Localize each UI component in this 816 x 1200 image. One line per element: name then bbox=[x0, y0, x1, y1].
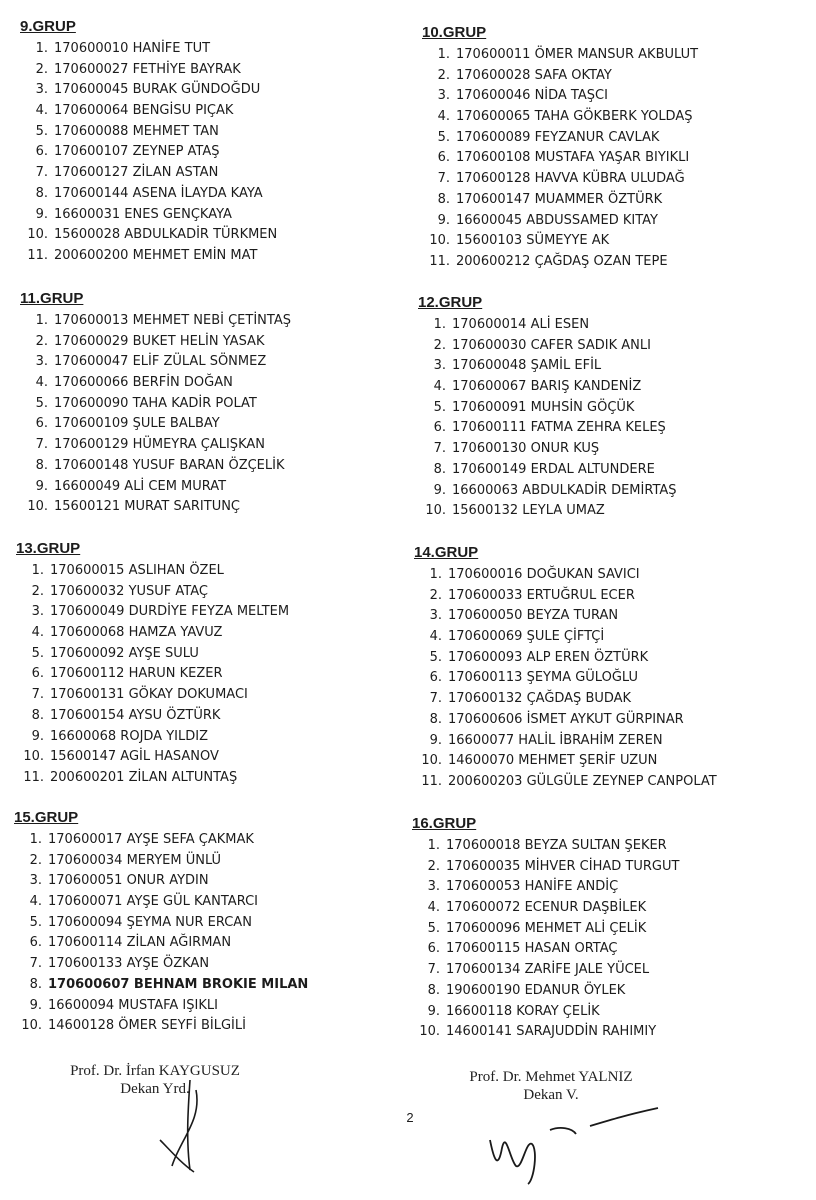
student-list bbox=[14, 830, 308, 1037]
list-item bbox=[20, 184, 277, 205]
student-entry: 190600190 EDANUR ÖYLEK bbox=[446, 982, 626, 998]
student-entry: 170600129 HÜMEYRA ÇALIŞKAN bbox=[54, 437, 265, 453]
item-number: 4. bbox=[35, 103, 48, 119]
item-number: 4. bbox=[29, 894, 42, 910]
list-item bbox=[418, 439, 677, 460]
list-item bbox=[14, 933, 308, 954]
group-16 bbox=[412, 814, 679, 1043]
student-entry: 170600114 ZİLAN AĞIRMAN bbox=[48, 935, 232, 951]
item-number: 1. bbox=[35, 41, 48, 56]
list-item bbox=[16, 768, 289, 789]
student-list bbox=[414, 565, 717, 793]
list-item bbox=[20, 163, 277, 184]
list-item bbox=[412, 960, 679, 981]
student-entry: 170600013 MEHMET NEBİ ÇETİNTAŞ bbox=[54, 313, 291, 328]
list-item bbox=[422, 211, 698, 232]
student-entry: 170600068 HAMZA YAVUZ bbox=[50, 625, 223, 641]
list-item bbox=[14, 892, 308, 913]
item-number: 3. bbox=[429, 608, 442, 624]
item-number: 1. bbox=[29, 832, 42, 847]
item-number: 8. bbox=[433, 461, 446, 477]
item-number: 2. bbox=[31, 583, 44, 599]
list-item bbox=[16, 561, 289, 582]
list-item bbox=[412, 919, 679, 940]
list-item bbox=[414, 606, 717, 627]
student-entry: 170600064 BENGİSU PIÇAK bbox=[54, 103, 234, 119]
item-number: 9. bbox=[429, 732, 442, 748]
list-item bbox=[414, 772, 717, 793]
group-12 bbox=[418, 293, 677, 522]
list-item bbox=[414, 648, 717, 669]
list-item bbox=[20, 142, 277, 163]
list-item bbox=[414, 565, 717, 586]
item-number: 3. bbox=[31, 604, 44, 620]
item-number: 10. bbox=[421, 753, 442, 769]
student-entry: 170600066 BERFİN DOĞAN bbox=[54, 375, 233, 391]
list-item bbox=[412, 877, 679, 898]
student-entry: 200600201 ZİLAN ALTUNTAŞ bbox=[50, 769, 238, 785]
student-entry: 16600118 KORAY ÇELİK bbox=[446, 1003, 600, 1019]
item-number: 7. bbox=[429, 691, 442, 707]
student-entry: 16600045 ABDUSSAMED KITAY bbox=[456, 212, 658, 228]
list-item bbox=[418, 356, 677, 377]
item-number: 2. bbox=[35, 333, 48, 349]
list-item bbox=[422, 86, 698, 107]
page-number: 2 bbox=[406, 1110, 414, 1125]
student-entry: 170600090 TAHA KADİR POLAT bbox=[54, 395, 257, 411]
list-item bbox=[412, 857, 679, 878]
student-entry: 170600032 YUSUF ATAÇ bbox=[50, 583, 208, 599]
item-number: 5. bbox=[31, 645, 44, 661]
student-entry: 170600148 YUSUF BARAN ÖZÇELİK bbox=[54, 457, 285, 473]
item-number: 9. bbox=[35, 206, 48, 222]
student-entry: 170600016 DOĞUKAN SAVICI bbox=[448, 567, 640, 582]
item-number: 10. bbox=[429, 233, 450, 249]
student-entry: 170600109 ŞULE BALBAY bbox=[54, 416, 220, 432]
student-entry: 170600014 ALİ ESEN bbox=[452, 317, 590, 332]
item-number: 3. bbox=[35, 82, 48, 98]
student-entry: 170600067 BARIŞ KANDENİZ bbox=[452, 379, 642, 395]
item-number: 3. bbox=[433, 358, 446, 374]
student-entry: 170600069 ŞULE ÇİFTÇİ bbox=[448, 629, 605, 645]
list-item bbox=[412, 836, 679, 857]
item-number: 4. bbox=[35, 375, 48, 391]
group-title: 9.GRUP bbox=[20, 18, 76, 35]
list-item bbox=[418, 377, 677, 398]
list-item bbox=[16, 602, 289, 623]
item-number: 2. bbox=[437, 67, 450, 83]
signatory-title: Dekan Yrd. bbox=[120, 1081, 190, 1097]
item-number: 1. bbox=[433, 317, 446, 332]
student-entry: 170600027 FETHİYE BAYRAK bbox=[54, 61, 241, 77]
student-entry: 170600046 NİDA TAŞCI bbox=[456, 88, 608, 104]
list-item bbox=[20, 225, 277, 246]
signature-right-scribble bbox=[480, 1100, 680, 1190]
student-entry: 170600049 DURDİYE FEYZA MELTEM bbox=[50, 604, 290, 620]
student-entry: 16600049 ALİ CEM MURAT bbox=[54, 478, 227, 494]
list-item bbox=[418, 460, 677, 481]
signature-left-scribble bbox=[150, 1070, 230, 1180]
student-entry: 170600035 MİHVER CİHAD TURGUT bbox=[446, 858, 680, 874]
list-item bbox=[418, 501, 677, 522]
item-number: 7. bbox=[35, 165, 48, 181]
item-number: 5. bbox=[429, 649, 442, 665]
item-number: 7. bbox=[31, 687, 44, 703]
student-entry: 170600131 GÖKAY DOKUMACI bbox=[50, 687, 248, 703]
list-item bbox=[422, 190, 698, 211]
list-item bbox=[422, 148, 698, 169]
group-title: 14.GRUP bbox=[414, 544, 479, 561]
list-item bbox=[16, 747, 289, 768]
list-item bbox=[412, 981, 679, 1002]
item-number: 9. bbox=[31, 728, 44, 744]
list-item bbox=[14, 871, 308, 892]
list-item bbox=[20, 435, 291, 456]
item-number: 5. bbox=[35, 123, 48, 139]
list-item bbox=[422, 45, 698, 66]
item-number: 10. bbox=[27, 499, 48, 515]
list-item bbox=[20, 352, 291, 373]
group-title: 10.GRUP bbox=[422, 24, 487, 41]
student-entry: 15600132 LEYLA UMAZ bbox=[452, 503, 605, 519]
item-number: 1. bbox=[437, 47, 450, 62]
list-item bbox=[414, 668, 717, 689]
group-title: 13.GRUP bbox=[16, 540, 81, 557]
list-item bbox=[16, 582, 289, 603]
student-entry: 170600034 MERYEM ÜNLÜ bbox=[48, 852, 222, 868]
item-number: 2. bbox=[35, 61, 48, 77]
item-number: 7. bbox=[29, 956, 42, 972]
list-item bbox=[414, 710, 717, 731]
student-entry: 170600607 BEHNAM BROKIE MILAN bbox=[48, 976, 309, 992]
student-list bbox=[418, 315, 677, 522]
student-list bbox=[20, 39, 277, 267]
list-item bbox=[16, 623, 289, 644]
list-item bbox=[412, 1002, 679, 1023]
list-item bbox=[412, 939, 679, 960]
item-number: 10. bbox=[27, 227, 48, 243]
student-entry: 200600200 MEHMET EMİN MAT bbox=[54, 247, 258, 263]
student-entry: 170600010 HANİFE TUT bbox=[54, 41, 211, 56]
item-number: 8. bbox=[29, 976, 42, 992]
student-entry: 170600094 ŞEYMA NUR ERCAN bbox=[48, 914, 252, 930]
signatory-name: Prof. Dr. Mehmet YALNIZ bbox=[469, 1069, 633, 1085]
student-entry: 170600091 MUHSİN GÖÇÜK bbox=[452, 399, 635, 415]
student-entry: 15600121 MURAT SARITUNÇ bbox=[54, 499, 241, 515]
item-number: 6. bbox=[433, 420, 446, 436]
student-entry: 170600029 BUKET HELİN YASAK bbox=[54, 333, 265, 349]
student-entry: 170600149 ERDAL ALTUNDERE bbox=[452, 461, 655, 477]
group-title: 11.GRUP bbox=[20, 290, 84, 307]
item-number: 8. bbox=[31, 707, 44, 723]
list-item bbox=[418, 336, 677, 357]
item-number: 3. bbox=[427, 879, 440, 895]
student-entry: 170600113 ŞEYMA GÜLOĞLU bbox=[448, 670, 639, 686]
student-entry: 170600128 HAVVA KÜBRA ULUDAĞ bbox=[456, 171, 685, 187]
list-item bbox=[16, 706, 289, 727]
student-entry: 170600028 SAFA OKTAY bbox=[456, 67, 612, 83]
item-number: 5. bbox=[35, 395, 48, 411]
student-entry: 15600028 ABDULKADİR TÜRKMEN bbox=[54, 227, 278, 243]
item-number: 4. bbox=[437, 109, 450, 125]
student-entry: 15600103 SÜMEYYE AK bbox=[456, 233, 610, 249]
list-item bbox=[14, 954, 308, 975]
signature-right bbox=[436, 1068, 666, 1104]
list-item bbox=[20, 456, 291, 477]
item-number: 8. bbox=[35, 185, 48, 201]
item-number: 11. bbox=[23, 769, 44, 785]
student-list bbox=[20, 311, 291, 518]
student-entry: 14600128 ÖMER SEYFİ BİLGİLİ bbox=[48, 1018, 246, 1034]
student-entry: 14600070 MEHMET ŞERİF UZUN bbox=[448, 753, 658, 769]
student-entry: 170600015 ASLIHAN ÖZEL bbox=[50, 563, 224, 578]
item-number: 4. bbox=[427, 900, 440, 916]
item-number: 4. bbox=[31, 625, 44, 641]
student-entry: 170600088 MEHMET TAN bbox=[54, 123, 219, 139]
item-number: 2. bbox=[29, 852, 42, 868]
list-item bbox=[16, 644, 289, 665]
student-entry: 170600134 ZARİFE JALE YÜCEL bbox=[446, 962, 650, 978]
student-entry: 170600130 ONUR KUŞ bbox=[452, 441, 600, 457]
list-item bbox=[418, 481, 677, 502]
item-number: 9. bbox=[35, 478, 48, 494]
item-number: 6. bbox=[35, 416, 48, 432]
list-item bbox=[20, 60, 277, 81]
item-number: 2. bbox=[427, 858, 440, 874]
group-title: 12.GRUP bbox=[418, 294, 483, 311]
list-item bbox=[16, 685, 289, 706]
item-number: 7. bbox=[35, 437, 48, 453]
item-number: 7. bbox=[427, 962, 440, 978]
item-number: 8. bbox=[437, 191, 450, 207]
student-entry: 170600033 ERTUĞRUL ECER bbox=[448, 587, 635, 603]
student-entry: 170600045 BURAK GÜNDOĞDU bbox=[54, 82, 261, 98]
group-14 bbox=[414, 543, 717, 793]
item-number: 6. bbox=[31, 666, 44, 682]
student-entry: 170600115 HASAN ORTAÇ bbox=[446, 941, 618, 957]
list-item bbox=[14, 996, 308, 1017]
list-item bbox=[14, 851, 308, 872]
student-entry: 170600051 ONUR AYDIN bbox=[48, 873, 209, 889]
item-number: 3. bbox=[29, 873, 42, 889]
item-number: 2. bbox=[429, 587, 442, 603]
item-number: 10. bbox=[21, 1018, 42, 1034]
student-entry: 170600154 AYSU ÖZTÜRK bbox=[50, 707, 221, 723]
list-item bbox=[20, 311, 291, 332]
list-item bbox=[14, 830, 308, 851]
signatory-title: Dekan V. bbox=[523, 1087, 579, 1103]
group-11 bbox=[20, 289, 291, 518]
item-number: 2. bbox=[433, 337, 446, 353]
item-number: 8. bbox=[35, 457, 48, 473]
student-entry: 170600093 ALP EREN ÖZTÜRK bbox=[448, 649, 649, 665]
list-item bbox=[414, 689, 717, 710]
item-number: 6. bbox=[427, 941, 440, 957]
list-item bbox=[14, 1016, 308, 1037]
item-number: 9. bbox=[433, 482, 446, 498]
list-item bbox=[20, 332, 291, 353]
student-entry: 170600072 ECENUR DAŞBİLEK bbox=[446, 900, 647, 916]
list-item bbox=[422, 66, 698, 87]
list-item bbox=[414, 731, 717, 752]
item-number: 7. bbox=[437, 171, 450, 187]
item-number: 4. bbox=[429, 629, 442, 645]
student-entry: 170600606 İSMET AYKUT GÜRPINAR bbox=[448, 711, 684, 727]
list-item bbox=[20, 373, 291, 394]
list-item bbox=[422, 107, 698, 128]
group-10 bbox=[422, 23, 698, 273]
item-number: 9. bbox=[427, 1003, 440, 1019]
list-item bbox=[20, 101, 277, 122]
item-number: 4. bbox=[433, 379, 446, 395]
group-title: 16.GRUP bbox=[412, 815, 477, 832]
list-item bbox=[16, 727, 289, 748]
student-entry: 170600147 MUAMMER ÖZTÜRK bbox=[456, 191, 663, 207]
student-entry: 16600063 ABDULKADİR DEMİRTAŞ bbox=[452, 482, 677, 498]
list-item bbox=[418, 315, 677, 336]
item-number: 1. bbox=[427, 838, 440, 853]
student-entry: 14600141 SARAJUDDİN RAHIMIY bbox=[446, 1024, 657, 1040]
group-13 bbox=[16, 539, 289, 789]
student-entry: 170600047 ELİF ZÜLAL SÖNMEZ bbox=[54, 354, 267, 370]
student-entry: 170600132 ÇAĞDAŞ BUDAK bbox=[448, 691, 632, 707]
list-item bbox=[412, 1022, 679, 1043]
group-15 bbox=[14, 808, 308, 1037]
list-item bbox=[414, 751, 717, 772]
list-item bbox=[422, 252, 698, 273]
student-entry: 170600053 HANİFE ANDİÇ bbox=[446, 879, 619, 895]
student-entry: 170600071 AYŞE GÜL KANTARCI bbox=[48, 894, 258, 910]
item-number: 5. bbox=[437, 129, 450, 145]
item-number: 10. bbox=[425, 503, 446, 519]
list-item bbox=[414, 627, 717, 648]
item-number: 9. bbox=[437, 212, 450, 228]
item-number: 6. bbox=[437, 150, 450, 166]
item-number: 11. bbox=[27, 247, 48, 263]
student-entry: 170600018 BEYZA SULTAN ŞEKER bbox=[446, 838, 667, 853]
student-list bbox=[16, 561, 289, 789]
student-entry: 170600092 AYŞE SULU bbox=[50, 645, 199, 661]
list-item bbox=[422, 231, 698, 252]
item-number: 11. bbox=[421, 773, 442, 789]
item-number: 1. bbox=[31, 563, 44, 578]
list-item bbox=[20, 394, 291, 415]
list-item bbox=[418, 418, 677, 439]
student-entry: 170600065 TAHA GÖKBERK YOLDAŞ bbox=[456, 109, 693, 125]
list-item bbox=[20, 414, 291, 435]
student-list bbox=[422, 45, 698, 273]
student-entry: 170600133 AYŞE ÖZKAN bbox=[48, 956, 210, 972]
list-item bbox=[20, 205, 277, 226]
student-entry: 170600030 CAFER SADIK ANLI bbox=[452, 337, 651, 353]
student-entry: 170600112 HARUN KEZER bbox=[50, 666, 223, 682]
list-item bbox=[20, 80, 277, 101]
student-entry: 15600147 AGİL HASANOV bbox=[50, 749, 219, 765]
group-9 bbox=[20, 17, 277, 267]
item-number: 10. bbox=[23, 749, 44, 765]
list-item bbox=[422, 128, 698, 149]
student-entry: 200600203 GÜLGÜLE ZEYNEP CANPOLAT bbox=[448, 773, 717, 789]
student-entry: 170600017 AYŞE SEFA ÇAKMAK bbox=[48, 832, 254, 847]
student-entry: 170600096 MEHMET ALİ ÇELİK bbox=[446, 920, 647, 936]
list-item bbox=[14, 975, 308, 996]
student-entry: 170600127 ZİLAN ASTAN bbox=[54, 165, 219, 181]
item-number: 5. bbox=[427, 920, 440, 936]
item-number: 8. bbox=[429, 711, 442, 727]
item-number: 7. bbox=[433, 441, 446, 457]
list-item bbox=[414, 586, 717, 607]
item-number: 3. bbox=[437, 88, 450, 104]
item-number: 11. bbox=[429, 253, 450, 269]
list-item bbox=[16, 664, 289, 685]
item-number: 1. bbox=[429, 567, 442, 582]
student-entry: 16600031 ENES GENÇKAYA bbox=[54, 206, 232, 222]
student-entry: 170600011 ÖMER MANSUR AKBULUT bbox=[456, 47, 699, 62]
list-item bbox=[14, 913, 308, 934]
list-item bbox=[20, 497, 291, 518]
item-number: 6. bbox=[35, 144, 48, 160]
item-number: 1. bbox=[35, 313, 48, 328]
list-item bbox=[422, 169, 698, 190]
list-item bbox=[20, 122, 277, 143]
item-number: 3. bbox=[35, 354, 48, 370]
student-entry: 170600111 FATMA ZEHRA KELEŞ bbox=[452, 420, 666, 436]
item-number: 9. bbox=[29, 997, 42, 1013]
student-entry: 170600050 BEYZA TURAN bbox=[448, 608, 619, 624]
signatory-name: Prof. Dr. İrfan KAYGUSUZ bbox=[70, 1063, 240, 1079]
list-item bbox=[20, 39, 277, 60]
list-item bbox=[20, 246, 277, 267]
item-number: 10. bbox=[419, 1024, 440, 1040]
student-entry: 170600089 FEYZANUR CAVLAK bbox=[456, 129, 660, 145]
student-entry: 16600077 HALİL İBRAHİM ZEREN bbox=[448, 732, 663, 748]
item-number: 5. bbox=[29, 914, 42, 930]
list-item bbox=[412, 898, 679, 919]
item-number: 6. bbox=[29, 935, 42, 951]
item-number: 8. bbox=[427, 982, 440, 998]
student-entry: 170600107 ZEYNEP ATAŞ bbox=[54, 144, 220, 160]
item-number: 6. bbox=[429, 670, 442, 686]
student-entry: 170600108 MUSTAFA YAŞAR BIYIKLI bbox=[456, 150, 690, 166]
student-entry: 170600144 ASENA İLAYDA KAYA bbox=[54, 185, 263, 201]
list-item bbox=[20, 477, 291, 498]
student-entry: 16600094 MUSTAFA IŞIKLI bbox=[48, 997, 218, 1013]
student-entry: 16600068 ROJDA YILDIZ bbox=[50, 728, 208, 744]
item-number: 5. bbox=[433, 399, 446, 415]
list-item bbox=[418, 398, 677, 419]
student-entry: 200600212 ÇAĞDAŞ OZAN TEPE bbox=[456, 253, 668, 269]
student-list bbox=[412, 836, 679, 1043]
group-title: 15.GRUP bbox=[14, 809, 79, 826]
student-entry: 170600048 ŞAMİL EFİL bbox=[452, 358, 602, 374]
